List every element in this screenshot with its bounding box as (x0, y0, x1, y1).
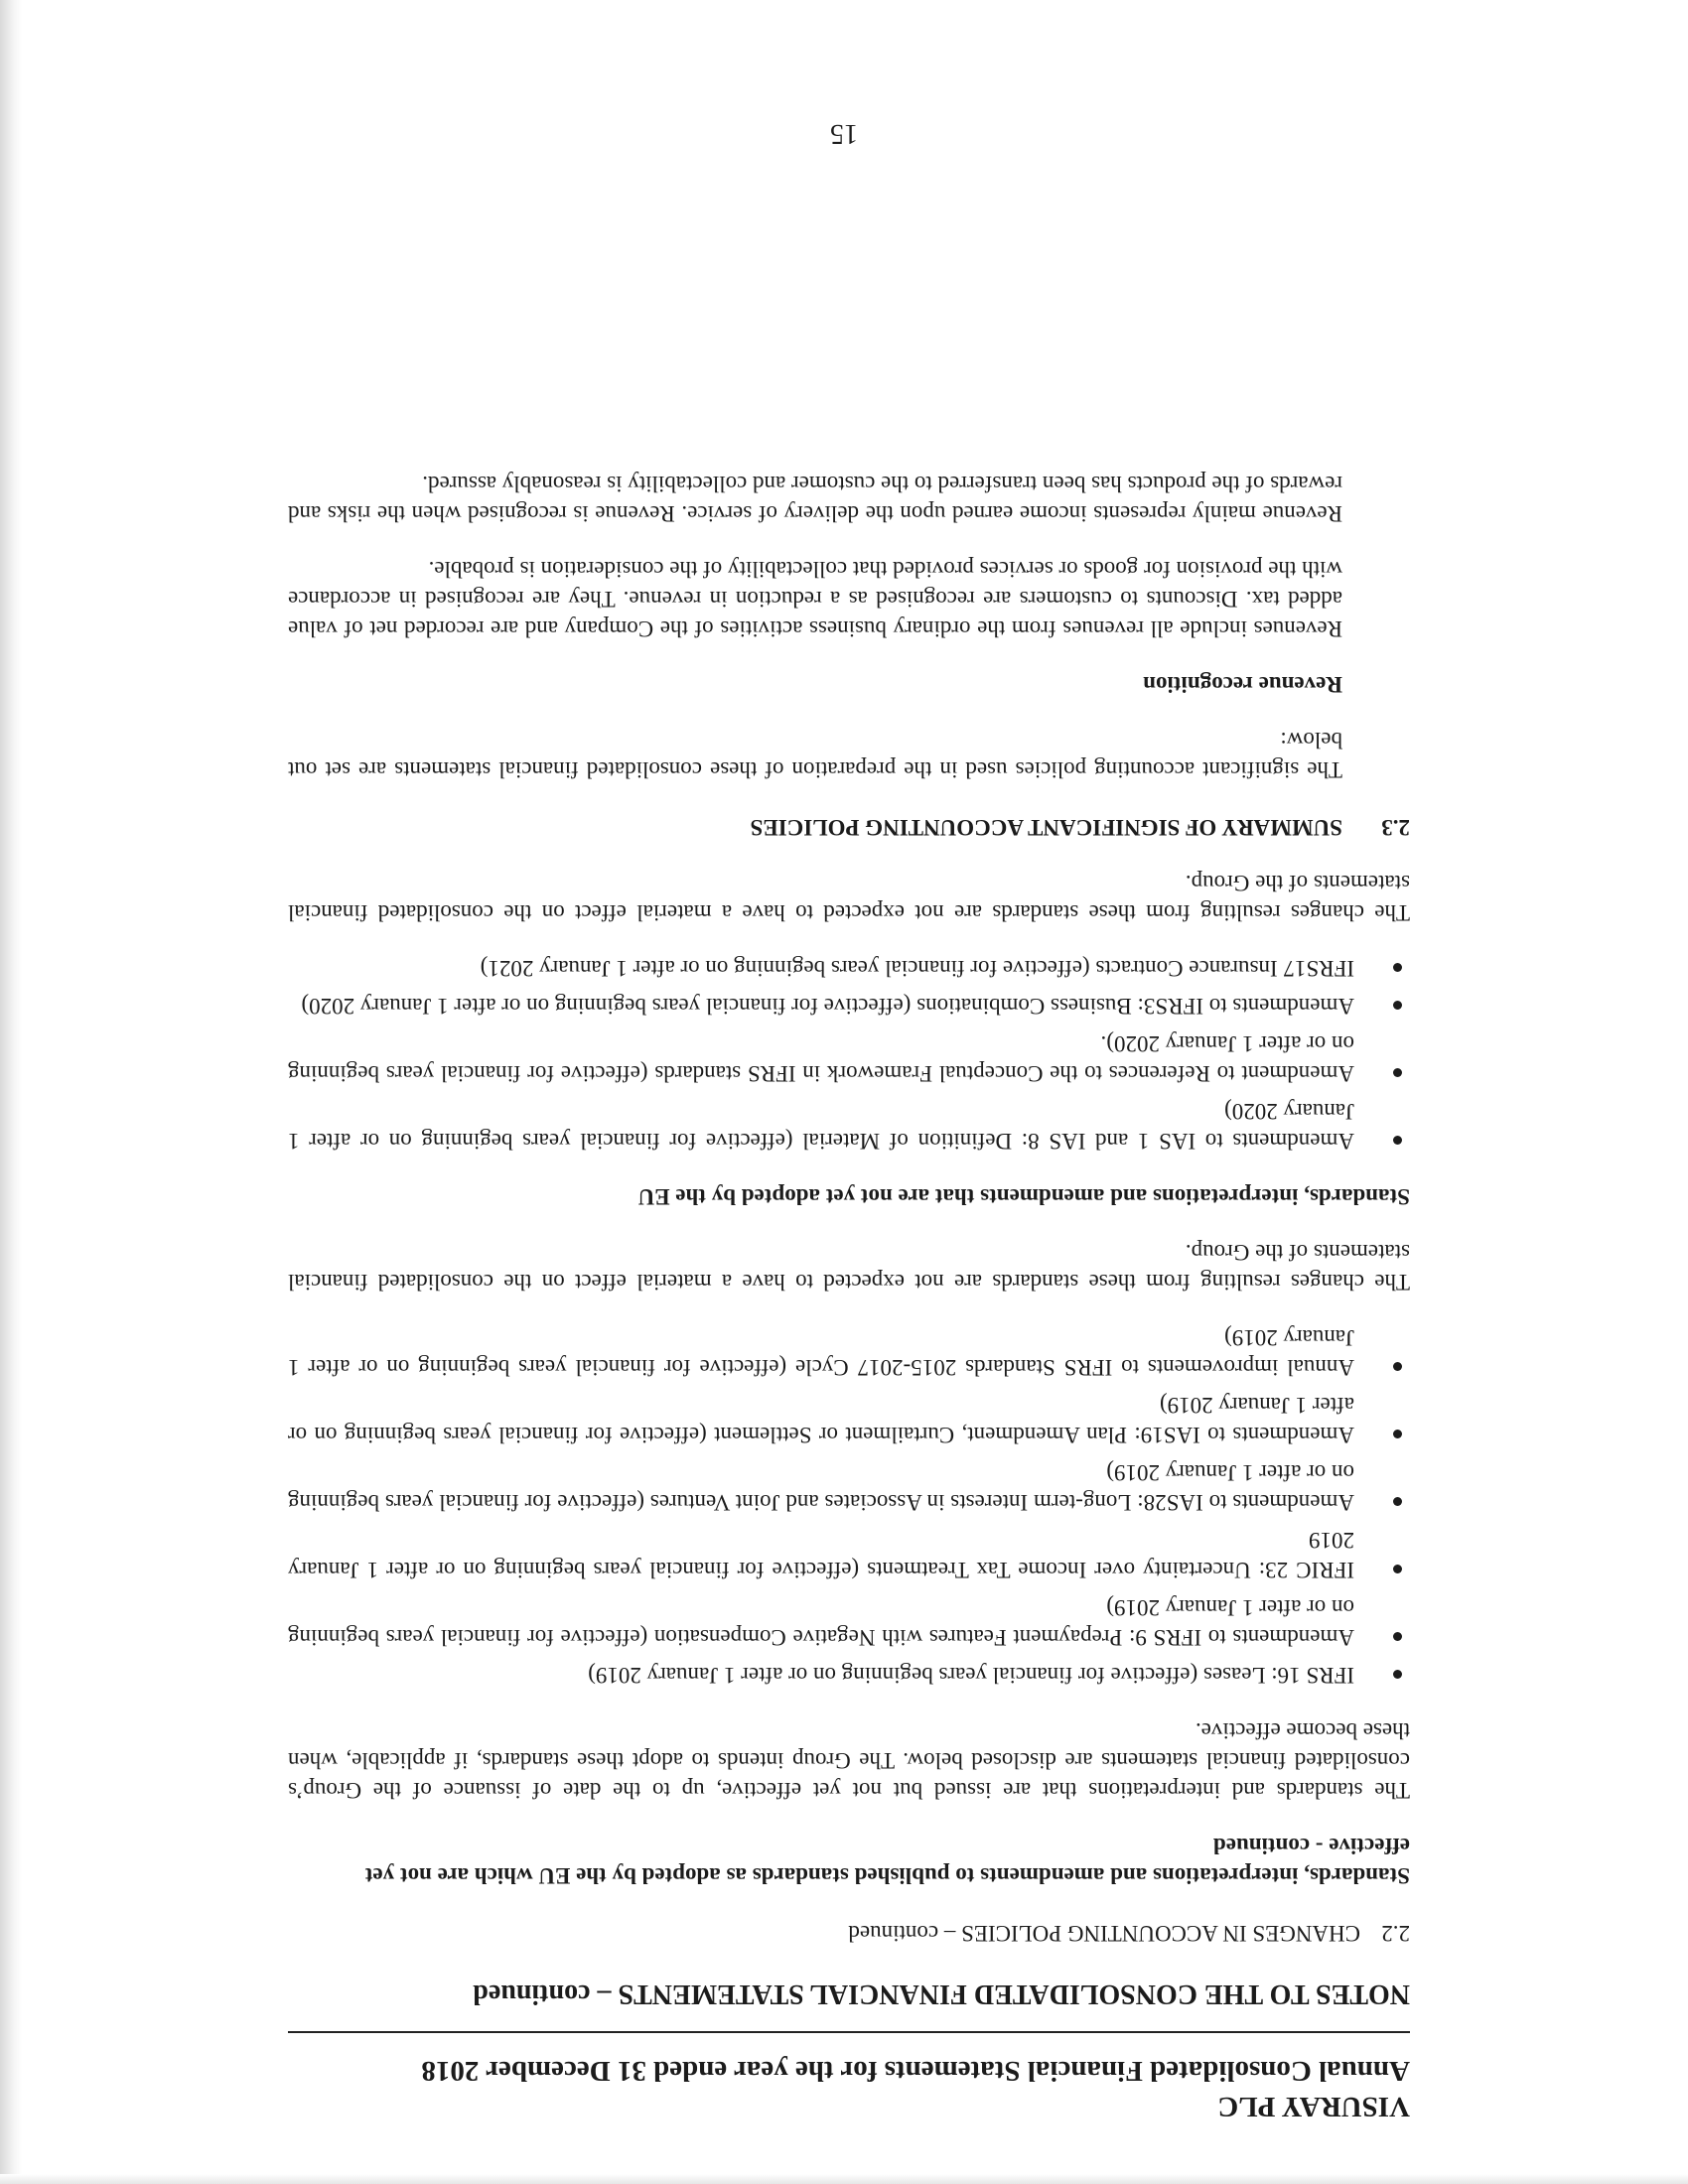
section-2-3-heading (288, 812, 1410, 842)
section-2-3-number: 2.3 (1381, 815, 1410, 840)
list-item (288, 1028, 1410, 1088)
revenue-paragraph-2: Revenue mainly represents income earned upon the delivery of service. Revenue is recognised when the risks and rewards of the products has been transferred to the customer and collectability is reasonably assured. (288, 472, 1342, 526)
company-name: VISURAY PLC (1217, 2091, 1410, 2122)
header-rule (288, 2031, 1410, 2033)
list-item-text: Amendments to IFRS3: Business Combinations (effective for financial years beginning on or after 1 January 2020) (301, 994, 1354, 1019)
list-item (288, 1592, 1410, 1652)
section-2-3 (288, 469, 1410, 842)
bullet-icon (1393, 1497, 1402, 1506)
list-item-text: Amendments to IAS 1 and IAS 8: Definition of Material (effective for financial years beginning on or after 1 January 2020) (288, 1099, 1354, 1154)
adopted-list (288, 1322, 1410, 1690)
section-2-2-title: CHANGES IN ACCOUNTING POLICIES – continued (848, 1921, 1360, 1946)
list-item-text: IFRS 16: Leases (effective for financial years beginning on or after 1 January 2019) (588, 1663, 1354, 1688)
page-content (288, 441, 1410, 2124)
bullet-icon (1393, 1362, 1402, 1371)
bullet-icon (1393, 1001, 1402, 1010)
list-item (288, 1660, 1410, 1690)
page-number: 15 (830, 118, 858, 149)
bullet-icon (1393, 963, 1402, 972)
list-item-text: IFRIC 23: Uncertainty over Income Tax Treatments (effective for financial years beginning on or after 1 January 2019 (288, 1528, 1354, 1582)
subheading-adopted: Standards, interpretations and amendments to published standards as adopted by the EU which are not yet effective - continued (364, 1834, 1410, 1888)
bullet-icon (1393, 1670, 1402, 1679)
notes-title: NOTES TO THE CONSOLIDATED FINANCIAL STATEMENTS – continued (473, 1979, 1410, 2009)
bullet-icon (1393, 1136, 1402, 1145)
section-2-2-heading (288, 1918, 1410, 1948)
list-item (288, 991, 1410, 1021)
list-item-text: IFRS17 Insurance Contracts (effective for financial years beginning on or after 1 January 2021) (480, 956, 1354, 981)
list-item-text: Amendments to IAS28: Long-term Interests in Associates and Joint Ventures (effective for financial years beginning on or after 1 January 2019) (288, 1460, 1354, 1515)
list-item (288, 953, 1410, 983)
list-item-text: Amendment to References to the Conceptual Framework in IFRS standards (effective for financial years beginning on or after 1 January 2020). (288, 1031, 1354, 1086)
section-2-2-number: 2.2 (1381, 1921, 1410, 1946)
subheading-not-adopted: Standards, interpretations and amendments that are not yet adopted by the EU (637, 1184, 1410, 1209)
report-title: Annual Consolidated Financial Statements for the year ended 31 December 2018 (421, 2055, 1410, 2087)
bullet-icon (1393, 1430, 1402, 1438)
section-2-3-intro: The significant accounting policies used in the preparation of these consolidated financial statements are set out below: (288, 728, 1342, 782)
list-item-text: Amendments to IFRS 9: Prepayment Features with Negative Compensation (effective for financial years beginning on or after 1 January 2019) (288, 1595, 1354, 1650)
list-item (288, 1390, 1410, 1449)
not-adopted-conclusion: The changes resulting from these standards are not expected to have a material effect on the consolidated financial statements of the Group. (288, 871, 1410, 925)
bullet-icon (1393, 1632, 1402, 1641)
list-item-text: Amendments to IAS19: Plan Amendment, Curtailment or Settlement (effective for financial years beginning on or after 1 January 2019) (288, 1393, 1354, 1447)
list-item (288, 1322, 1410, 1382)
revenue-heading: Revenue recognition (1143, 672, 1342, 697)
list-item-text: Annual improvements to IFRS Standards 2015-2017 Cycle (effective for financial years beginning on or after 1 January 2019) (288, 1325, 1354, 1380)
adopted-conclusion: The changes resulting from these standards are not expected to have a material effect on the consolidated financial statements of the Group. (288, 1240, 1410, 1295)
not-adopted-list (288, 953, 1410, 1156)
list-item (288, 1457, 1410, 1517)
revenue-paragraph-1: Revenues include all revenues from the ordinary business activities of the Company and are recorded net of value added tax. Discounts to customers are recognised as a reduction in revenue. They are recognised in accordance with the provision for goods or services provided that collectability of the consideration is probable. (288, 557, 1342, 641)
list-item (288, 1525, 1410, 1584)
list-item (288, 1096, 1410, 1156)
bullet-icon (1393, 1068, 1402, 1077)
section-2-3-title: SUMMARY OF SIGNIFICANT ACCOUNTING POLICIES (750, 815, 1342, 840)
bullet-icon (1393, 1565, 1402, 1573)
adopted-intro: The standards and interpretations that are issued but not yet effective, up to the date of issuance of the Group’s consolidated financial statements are disclosed below. The Group intends to adopt these standards, if applicable, when these become effective. (288, 1718, 1410, 1803)
